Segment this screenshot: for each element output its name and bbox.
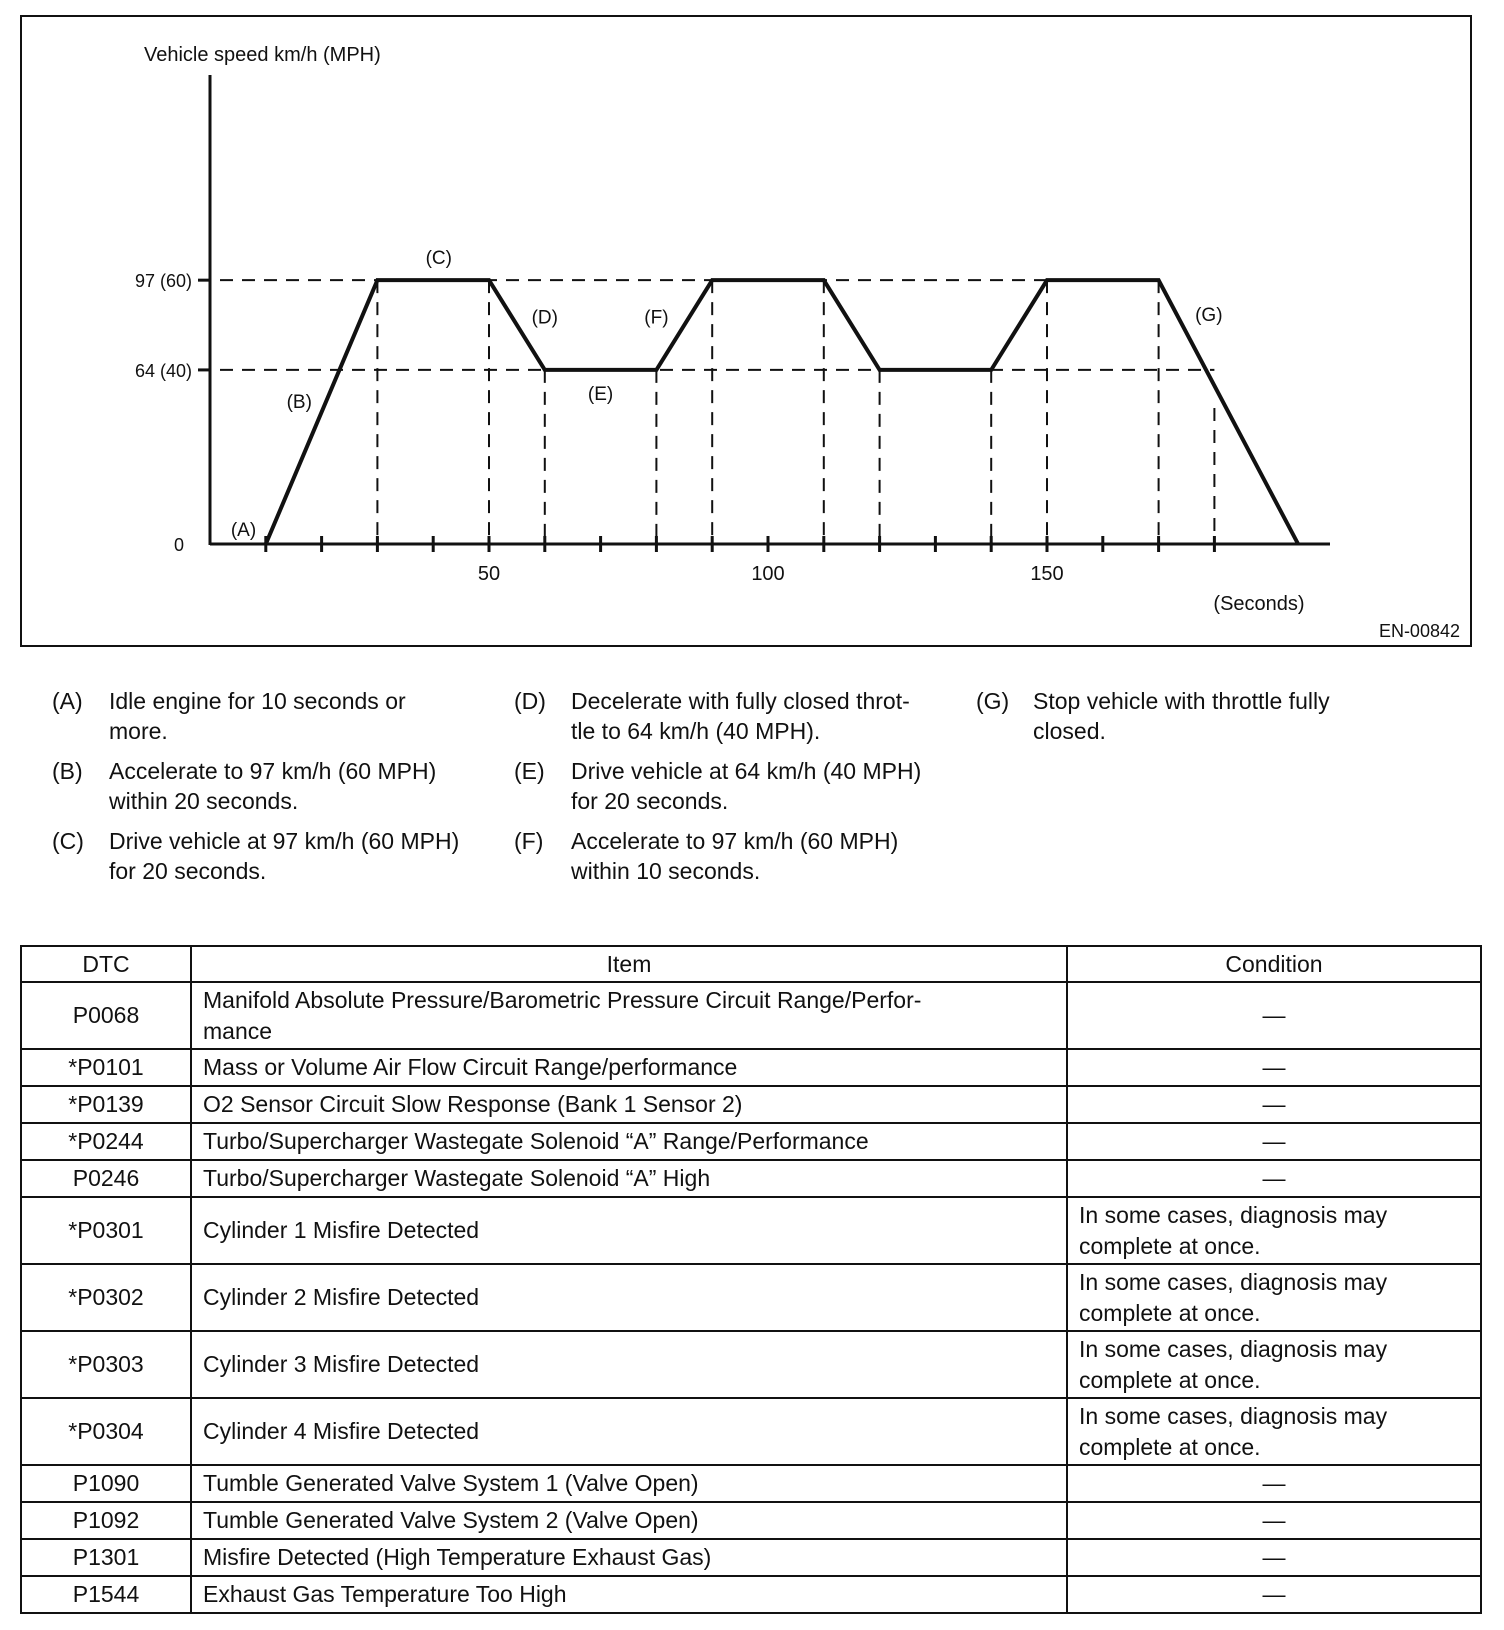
table-row xyxy=(21,1197,1481,1264)
dtc-code: P0068 xyxy=(21,982,191,1049)
legend-key: (E) xyxy=(514,758,545,784)
table-row xyxy=(21,1049,1481,1086)
dtc-item xyxy=(191,1049,1067,1086)
x-tick-label: 50 xyxy=(477,563,501,585)
phase-annotation: (F) xyxy=(644,307,669,329)
dtc-code: *P0303 xyxy=(21,1331,191,1398)
dtc-code: *P0304 xyxy=(21,1398,191,1465)
dtc-condition-line: — xyxy=(1262,1128,1286,1154)
dtc-code: P1544 xyxy=(21,1576,191,1613)
dtc-item-line: Cylinder 1 Misfire Detected xyxy=(203,1217,480,1243)
legend-item xyxy=(52,756,492,820)
table-row xyxy=(21,1539,1481,1576)
legend-text xyxy=(571,826,898,886)
dtc-item xyxy=(191,982,1067,1049)
x-tick-label: 150 xyxy=(1030,563,1064,585)
step-legend xyxy=(52,686,1472,906)
speed-chart-frame xyxy=(20,15,1472,647)
header-dtc: DTC xyxy=(21,946,191,982)
dtc-item-line: Mass or Volume Air Flow Circuit Range/performance xyxy=(203,1054,738,1080)
dtc-item-line: Tumble Generated Valve System 1 (Valve Open) xyxy=(203,1470,699,1496)
legend-item xyxy=(514,826,954,890)
table-row xyxy=(21,1264,1481,1331)
dtc-condition xyxy=(1067,1465,1481,1502)
dtc-item xyxy=(191,1160,1067,1197)
x-tick-label: 100 xyxy=(751,563,785,585)
dtc-item-line: Turbo/Supercharger Wastegate Solenoid “A” Range/Performance xyxy=(203,1128,869,1154)
dtc-condition xyxy=(1067,1539,1481,1576)
y-tick-label: 64 (40) xyxy=(134,360,192,381)
dtc-table xyxy=(20,945,1482,1614)
dtc-condition-line: complete at once. xyxy=(1079,1299,1261,1326)
legend-key: (B) xyxy=(52,758,83,784)
phase-annotation: (C) xyxy=(425,247,452,269)
legend-text-line: Idle engine for 10 seconds or xyxy=(109,688,406,714)
figure-id: EN-00842 xyxy=(1378,621,1460,641)
dtc-condition xyxy=(1067,1160,1481,1197)
header-condition: Condition xyxy=(1067,946,1481,982)
table-row xyxy=(21,1502,1481,1539)
dtc-condition-line: In some cases, diagnosis may xyxy=(1079,1201,1388,1228)
dtc-condition-line: — xyxy=(1262,1507,1286,1533)
dtc-item-line: Tumble Generated Valve System 2 (Valve Open) xyxy=(203,1507,699,1533)
phase-annotation: (B) xyxy=(286,392,312,413)
dtc-condition xyxy=(1067,1576,1481,1613)
dtc-condition-line: — xyxy=(1262,1002,1286,1028)
chart-border xyxy=(21,16,1471,646)
dtc-condition-line: — xyxy=(1262,1544,1286,1570)
legend-item xyxy=(52,686,492,750)
phase-annotation: (E) xyxy=(587,383,614,405)
dtc-item xyxy=(191,1086,1067,1123)
dtc-item-line: Misfire Detected (High Temperature Exhaust Gas) xyxy=(203,1544,712,1570)
legend-text xyxy=(109,826,459,886)
legend-text xyxy=(1033,686,1330,746)
dtc-condition-line: In some cases, diagnosis may xyxy=(1079,1335,1388,1362)
legend-key: (C) xyxy=(52,828,84,854)
dtc-condition xyxy=(1067,1123,1481,1160)
legend-key: (G) xyxy=(976,688,1010,714)
dtc-code: *P0101 xyxy=(21,1049,191,1086)
phase-annotation: (G) xyxy=(1195,304,1223,326)
dtc-condition-line: — xyxy=(1262,1165,1286,1191)
dtc-item xyxy=(191,1264,1067,1331)
dtc-item xyxy=(191,1331,1067,1398)
phase-annotation: (A) xyxy=(230,519,257,541)
legend-key: (A) xyxy=(52,688,83,714)
legend-key: (D) xyxy=(514,688,546,714)
legend-text-line: within 20 seconds. xyxy=(109,788,299,814)
dtc-item-line: mance xyxy=(203,1017,273,1044)
legend-text-line: Stop vehicle with throttle fully xyxy=(1033,688,1330,714)
dtc-condition-line: — xyxy=(1262,1054,1286,1080)
dtc-item xyxy=(191,1502,1067,1539)
table-row xyxy=(21,982,1481,1049)
y-tick-label: 97 (60) xyxy=(134,271,192,292)
table-header-row xyxy=(21,946,1481,982)
legend-text-line: for 20 seconds. xyxy=(571,788,729,814)
dtc-code: *P0244 xyxy=(21,1123,191,1160)
legend-text-line: Accelerate to 97 km/h (60 MPH) xyxy=(571,828,899,854)
dtc-code: *P0139 xyxy=(21,1086,191,1123)
legend-text-line: closed. xyxy=(1033,718,1106,744)
legend-text-line: more. xyxy=(109,718,168,744)
table-row xyxy=(21,1086,1481,1123)
dtc-condition-line: — xyxy=(1262,1470,1286,1496)
table-row xyxy=(21,1576,1481,1613)
phase-annotation: (D) xyxy=(531,307,558,329)
dtc-item-line: Cylinder 3 Misfire Detected xyxy=(203,1351,480,1377)
legend-text xyxy=(109,686,406,746)
dtc-condition-line: complete at once. xyxy=(1079,1366,1261,1393)
dtc-condition xyxy=(1067,1398,1481,1465)
dtc-condition-line: complete at once. xyxy=(1079,1232,1261,1259)
x-axis-unit-label: (Seconds) xyxy=(1213,593,1305,615)
legend-text xyxy=(109,756,436,816)
legend-text-line: Decelerate with fully closed throt- xyxy=(571,688,910,714)
dtc-condition-line: — xyxy=(1262,1581,1286,1607)
dtc-code: P0246 xyxy=(21,1160,191,1197)
legend-text-line: within 10 seconds. xyxy=(571,858,761,884)
dtc-item xyxy=(191,1539,1067,1576)
dtc-item-line: Turbo/Supercharger Wastegate Solenoid “A” High xyxy=(203,1165,711,1191)
dtc-condition xyxy=(1067,1264,1481,1331)
y-axis-label: Vehicle speed km/h (MPH) xyxy=(144,44,381,66)
dtc-code: *P0302 xyxy=(21,1264,191,1331)
legend-text-line: Accelerate to 97 km/h (60 MPH) xyxy=(109,758,437,784)
legend-item xyxy=(52,826,492,890)
dtc-condition-line: In some cases, diagnosis may xyxy=(1079,1268,1388,1295)
dtc-condition xyxy=(1067,1197,1481,1264)
legend-text xyxy=(571,686,910,746)
table-row xyxy=(21,1398,1481,1465)
legend-item xyxy=(976,686,1416,750)
dtc-code: P1092 xyxy=(21,1502,191,1539)
legend-text-line: Drive vehicle at 97 km/h (60 MPH) xyxy=(109,828,460,854)
legend-text-line: Drive vehicle at 64 km/h (40 MPH) xyxy=(571,758,922,784)
speed-profile-line xyxy=(266,280,1298,544)
dtc-item-line: Manifold Absolute Pressure/Barometric Pressure Circuit Range/Perfor- xyxy=(203,986,922,1013)
legend-item xyxy=(514,686,954,750)
dtc-item xyxy=(191,1197,1067,1264)
dtc-item xyxy=(191,1465,1067,1502)
dtc-item xyxy=(191,1398,1067,1465)
dtc-code: P1090 xyxy=(21,1465,191,1502)
dtc-item-line: Exhaust Gas Temperature Too High xyxy=(203,1581,567,1607)
speed-chart xyxy=(20,15,1472,647)
legend-text-line: for 20 seconds. xyxy=(109,858,267,884)
dtc-condition xyxy=(1067,982,1481,1049)
dtc-item xyxy=(191,1576,1067,1613)
dtc-item xyxy=(191,1123,1067,1160)
dtc-item-line: O2 Sensor Circuit Slow Response (Bank 1 Sensor 2) xyxy=(203,1091,743,1117)
legend-key: (F) xyxy=(514,828,544,854)
legend-text-line: tle to 64 km/h (40 MPH). xyxy=(571,718,821,744)
dtc-condition xyxy=(1067,1502,1481,1539)
dtc-condition-line: In some cases, diagnosis may xyxy=(1079,1402,1388,1429)
table-row xyxy=(21,1123,1481,1160)
table-row xyxy=(21,1331,1481,1398)
table-row xyxy=(21,1160,1481,1197)
dtc-item-line: Cylinder 2 Misfire Detected xyxy=(203,1284,480,1310)
dtc-item-line: Cylinder 4 Misfire Detected xyxy=(203,1418,480,1444)
dtc-condition xyxy=(1067,1049,1481,1086)
header-item: Item xyxy=(191,946,1067,982)
y-tick-label: 0 xyxy=(173,535,184,555)
legend-item xyxy=(514,756,954,820)
legend-text xyxy=(571,756,921,816)
dtc-code: P1301 xyxy=(21,1539,191,1576)
dtc-code: *P0301 xyxy=(21,1197,191,1264)
dtc-condition-line: — xyxy=(1262,1091,1286,1117)
dtc-condition xyxy=(1067,1086,1481,1123)
dtc-condition xyxy=(1067,1331,1481,1398)
table-row xyxy=(21,1465,1481,1502)
dtc-condition-line: complete at once. xyxy=(1079,1433,1261,1460)
